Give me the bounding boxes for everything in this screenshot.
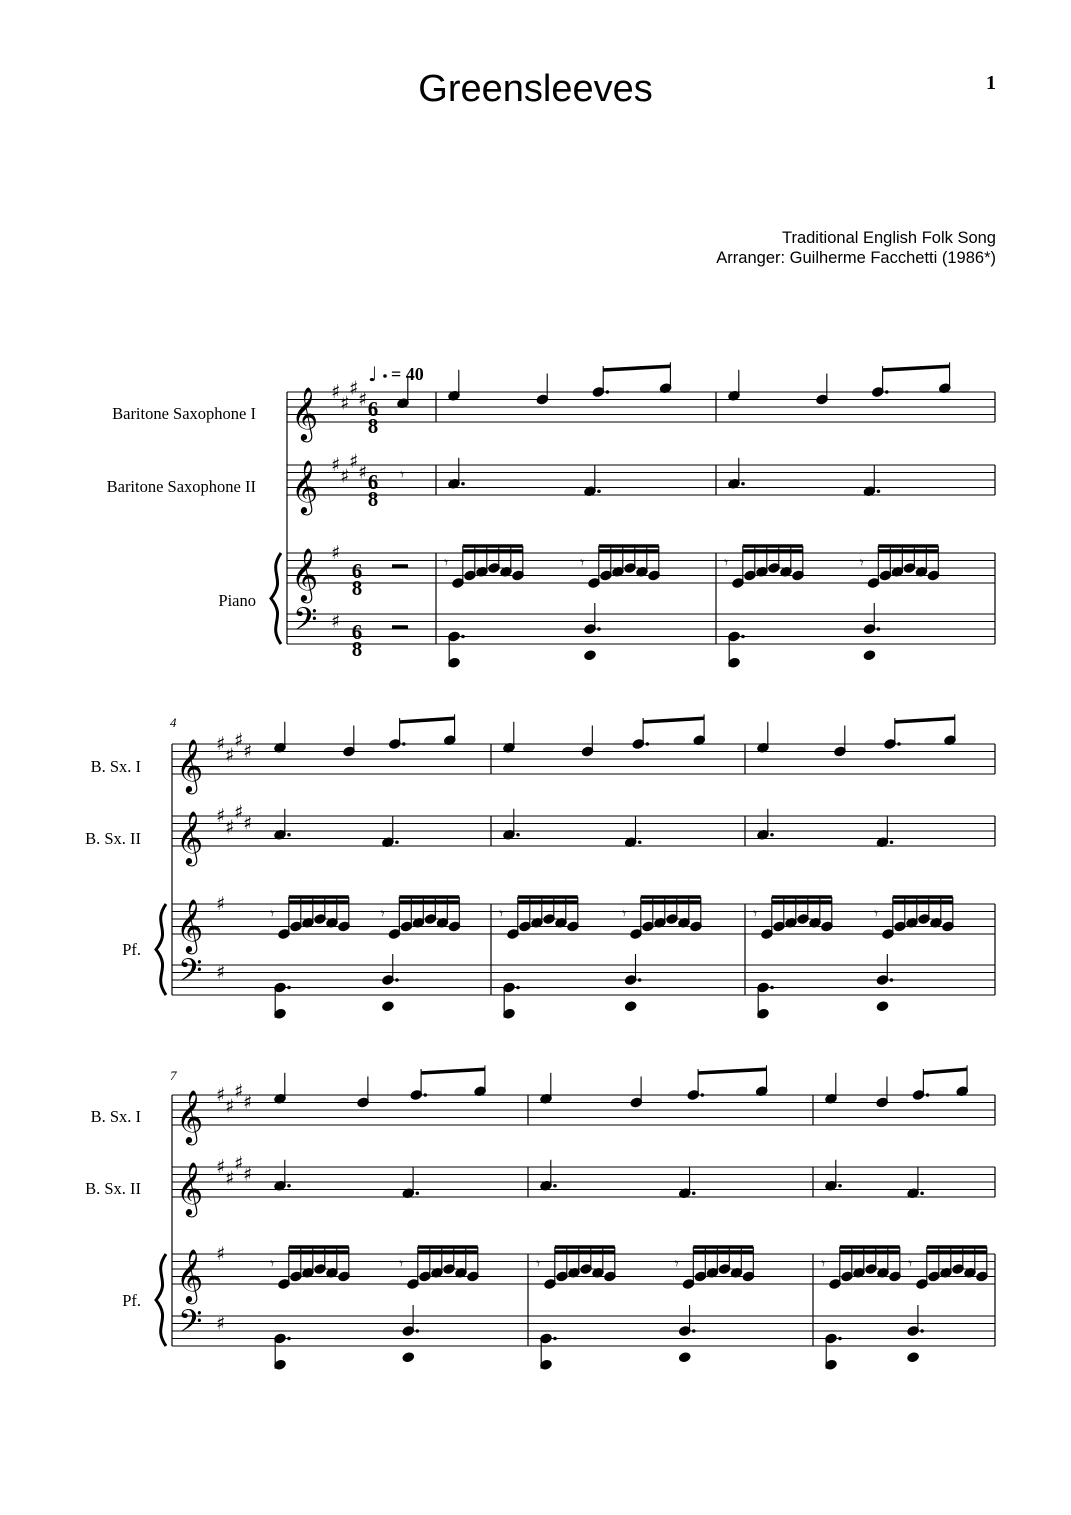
note-beam [923, 1069, 967, 1073]
dotted-quarter-note: ♩ [368, 362, 378, 386]
bass-clef: 𝄢 [178, 1303, 203, 1347]
augmentation-dot [920, 1191, 924, 1195]
note-head [402, 1352, 414, 1363]
piano-brace [156, 1254, 166, 1346]
instrument-short-sax1: B. Sx. I [90, 757, 141, 776]
rest: 𝄾 [499, 904, 504, 923]
augmentation-dot [926, 1093, 930, 1097]
rest: 𝄾 [859, 553, 864, 572]
arranger-credit: Arranger: Guilherme Facchetti (1986*) [716, 249, 996, 267]
augmentation-dot [287, 1337, 291, 1341]
sharp-sign: ♯ [225, 1167, 235, 1190]
augmentation-dot [395, 840, 399, 844]
note-beam [698, 1069, 766, 1073]
sharp-sign: ♯ [331, 381, 341, 403]
instrument-short-sax2: B. Sx. II [85, 829, 141, 848]
augmentation-dot [770, 833, 774, 837]
time-sig-numerator: 6 [367, 470, 379, 494]
sharp-sign: ♯ [216, 805, 226, 827]
sharp-sign: ♯ [243, 1163, 253, 1186]
note-head [907, 1352, 919, 1363]
sharp-sign: ♯ [243, 740, 253, 763]
note-beam [883, 366, 950, 370]
augmentation-dot [638, 978, 642, 982]
rest: 𝄾 [270, 1254, 275, 1273]
rest: 𝄾 [724, 553, 729, 572]
sharp-sign: ♯ [243, 812, 253, 835]
augmentation-dot [877, 627, 881, 631]
sharp-sign: ♯ [216, 1156, 226, 1178]
time-sig-denominator: 8 [367, 487, 379, 511]
rest: 𝄾 [536, 1254, 541, 1273]
instrument-short-sax2: B. Sx. II [85, 1179, 141, 1198]
note-head [876, 1001, 888, 1012]
treble-clef: 𝄞 [176, 1161, 204, 1215]
rest: 𝄾 [753, 904, 758, 923]
augmentation-dot [838, 1337, 842, 1341]
augmentation-dot [692, 1191, 696, 1195]
whole-rest [392, 564, 408, 568]
treble-clef: 𝄞 [291, 459, 319, 513]
sharp-sign: ♯ [225, 744, 235, 767]
augmentation-dot [597, 627, 601, 631]
augmentation-dot [606, 390, 610, 394]
augmentation-dot [638, 840, 642, 844]
instrument-short-piano: Pf. [122, 940, 141, 959]
rest: 𝄾 [674, 1254, 679, 1273]
note-layer [270, 362, 988, 1370]
sharp-sign: ♯ [340, 465, 350, 488]
sharp-sign: ♯ [216, 1312, 226, 1335]
piano-brace [271, 553, 281, 644]
note-head [679, 1352, 691, 1363]
bass-clef: 𝄢 [293, 601, 318, 645]
augmentation-dot [461, 482, 465, 486]
sharp-sign: ♯ [358, 461, 368, 484]
augmentation-dot [287, 833, 291, 837]
augmentation-dot [287, 1184, 291, 1188]
treble-clef: 𝄞 [291, 386, 319, 440]
time-sig-denominator: 8 [351, 637, 363, 661]
note-beam [643, 718, 704, 722]
sharp-sign: ♯ [225, 816, 235, 839]
sharp-sign: ♯ [216, 733, 226, 755]
composer-credit: Traditional English Folk Song [781, 229, 996, 247]
augmentation-dot [770, 986, 774, 990]
sharp-sign: ♯ [216, 1084, 226, 1106]
rest: 𝄾 [400, 465, 405, 484]
sharp-sign: ♯ [243, 1091, 253, 1114]
augmentation-dot [402, 742, 406, 746]
sharp-sign: ♯ [331, 542, 341, 564]
sharp-sign: ♯ [234, 801, 244, 824]
rest: 𝄾 [399, 1254, 404, 1273]
rest: 𝄾 [821, 1254, 826, 1273]
time-sig-numerator: 6 [367, 397, 379, 421]
rest: 𝄾 [874, 904, 879, 923]
sharp-sign: ♯ [234, 1080, 244, 1103]
instrument-name-sax1: Baritone Saxophone I [112, 404, 256, 423]
augmentation-dot [890, 978, 894, 982]
augmentation-dot [597, 489, 601, 493]
instrument-short-piano: Pf. [122, 1291, 141, 1310]
sharp-sign: ♯ [349, 450, 359, 473]
label-layer [85, 364, 424, 1310]
sharp-sign: ♯ [340, 392, 350, 415]
sharp-sign: ♯ [331, 610, 341, 633]
sharp-sign: ♯ [234, 729, 244, 752]
treble-clef: 𝄞 [176, 1248, 204, 1302]
treble-clef: 𝄞 [176, 1089, 204, 1143]
time-sig-denominator: 8 [367, 414, 379, 438]
note-beam [603, 366, 670, 370]
note-head [625, 1001, 637, 1012]
augmentation-dot [741, 635, 745, 639]
staff-layer [156, 377, 995, 1347]
whole-rest [392, 625, 408, 629]
treble-clef: 𝄞 [176, 898, 204, 952]
note-beam [400, 718, 455, 722]
augmentation-dot [395, 978, 399, 982]
rest: 𝄾 [270, 904, 275, 923]
note-head [863, 650, 875, 661]
piano-brace [156, 904, 166, 995]
augmentation-dot [885, 390, 889, 394]
treble-clef: 𝄞 [176, 810, 204, 864]
time-sig-denominator: 8 [351, 576, 363, 600]
augmentation-dot [553, 1184, 557, 1188]
rest: 𝄾 [380, 904, 385, 923]
augmentation-dot [692, 1329, 696, 1333]
augmentation-dot [287, 986, 291, 990]
treble-clef: 𝄞 [291, 547, 319, 601]
augmentation-dot [553, 1337, 557, 1341]
rest: 𝄾 [622, 904, 627, 923]
augmentation-dot [877, 489, 881, 493]
augmentation-dot [461, 635, 465, 639]
augmentation-dot [646, 742, 650, 746]
tempo-marking: = 40 [391, 364, 424, 384]
bar-number: 4 [170, 715, 177, 730]
time-sig-numerator: 6 [351, 559, 363, 583]
augmentation-dot [838, 1184, 842, 1188]
augmentation-dot [741, 482, 745, 486]
augmentation-dot [701, 1093, 705, 1097]
augmentation-dot [897, 742, 901, 746]
rest: 𝄾 [908, 1254, 913, 1273]
sharp-sign: ♯ [349, 377, 359, 400]
rest: 𝄾 [444, 553, 449, 572]
augmentation-dot [516, 986, 520, 990]
sharp-sign: ♯ [225, 1095, 235, 1118]
time-sig-numerator: 6 [351, 620, 363, 644]
score-title: Greensleeves [418, 68, 653, 110]
note-beam [421, 1069, 485, 1073]
sharp-sign: ♯ [216, 1243, 226, 1265]
note-head [382, 1001, 394, 1012]
sharp-sign: ♯ [216, 961, 226, 984]
note-beam [895, 718, 955, 722]
bass-clef: 𝄢 [178, 952, 203, 996]
augmentation-dot [416, 1191, 420, 1195]
note-head [584, 650, 596, 661]
treble-clef: 𝄞 [176, 738, 204, 792]
augmentation-dot [416, 1329, 420, 1333]
augmentation-dot [890, 840, 894, 844]
sharp-sign: ♯ [216, 893, 226, 915]
augmentation-dot [383, 374, 387, 378]
augmentation-dot [920, 1329, 924, 1333]
sharp-sign: ♯ [331, 454, 341, 476]
sharp-sign: ♯ [234, 1152, 244, 1175]
instrument-short-sax1: B. Sx. I [90, 1107, 141, 1126]
instrument-name-piano: Piano [218, 591, 256, 610]
bar-number: 7 [170, 1068, 177, 1083]
augmentation-dot [423, 1093, 427, 1097]
rest: 𝄾 [580, 553, 585, 572]
augmentation-dot [516, 833, 520, 837]
page-number: 1 [986, 72, 996, 94]
sharp-sign: ♯ [358, 388, 368, 411]
instrument-name-sax2: Baritone Saxophone II [106, 477, 256, 496]
